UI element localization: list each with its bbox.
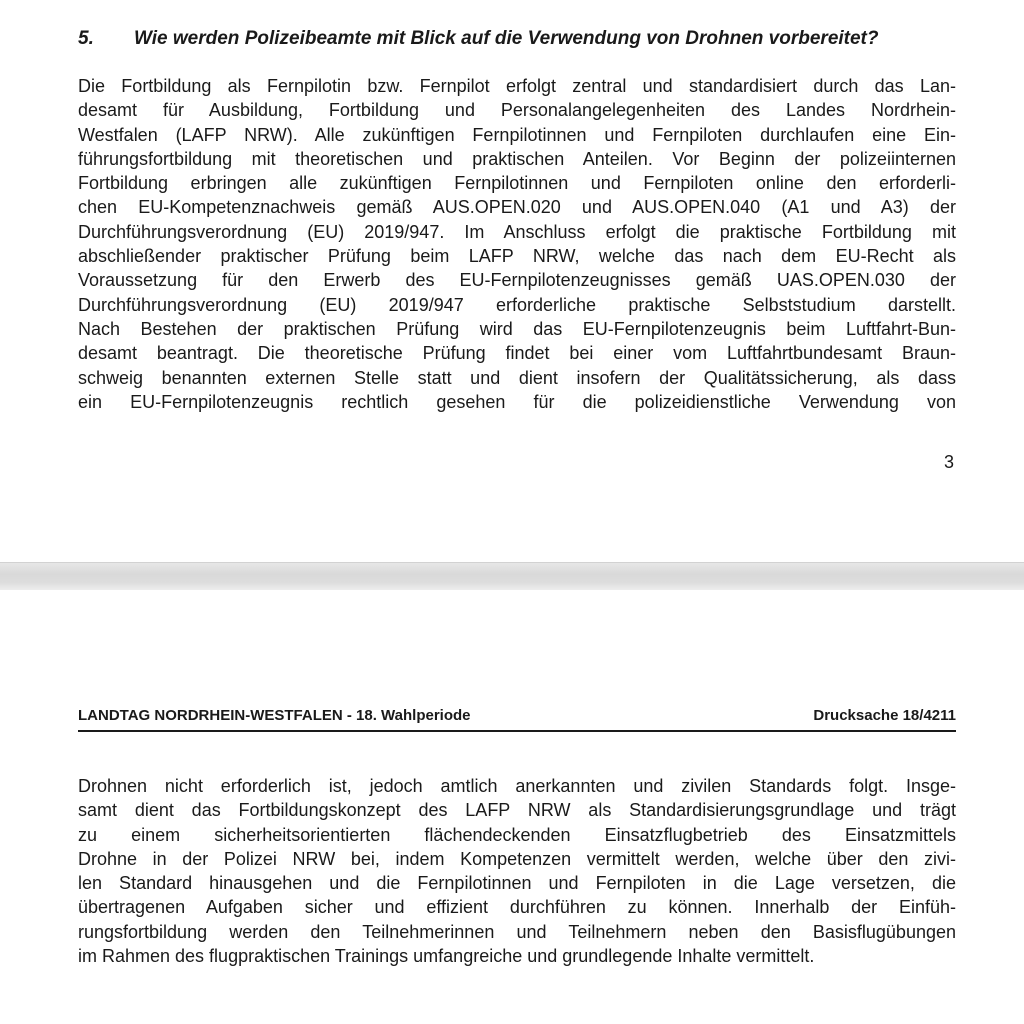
document-page-4 [0, 590, 1024, 1024]
question-heading [78, 27, 958, 51]
running-header [78, 706, 956, 732]
paragraph-line: zu einem sicherheitsorientierten flächendeckenden Einsatzflugbetrieb des Einsatzmittels [78, 824, 956, 845]
answer-paragraph-continued [78, 774, 956, 968]
paragraph-line: übertragenen Aufgaben sicher und effizient durchführen zu können. Innerhalb der Einfüh- [78, 897, 956, 918]
paragraph-line: abschließender praktischer Prüfung beim LAFP NRW, welche das nach dem EU-Recht als [78, 246, 956, 267]
paragraph-line: Drohne in der Polizei NRW bei, indem Kompetenzen vermittelt werden, welche über den zivi- [78, 848, 956, 869]
paragraph-line: Fortbildung erbringen alle zukünftigen Fernpilotinnen und Fernpiloten online den erforderli- [78, 173, 956, 194]
paragraph-line: ein EU-Fernpilotenzeugnis rechtlich gesehen für die polizeidienstliche Verwendung von [78, 391, 956, 412]
paragraph-line: Die Fortbildung als Fernpilotin bzw. Fernpilot erfolgt zentral und standardisiert durch das Lan- [78, 76, 956, 96]
header-document-number: Drucksache 18/4211 [813, 707, 956, 724]
paragraph-line: im Rahmen des flugpraktischen Trainings umfangreiche und grundlegende Inhalte vermittelt. [78, 946, 815, 967]
paragraph-line: desamt für Ausbildung, Fortbildung und Personalangelegenheiten des Landes Nordrhein- [78, 100, 956, 121]
paragraph-line: chen EU-Kompetenznachweis gemäß AUS.OPEN.020 und AUS.OPEN.040 (A1 und A3) der [78, 197, 956, 218]
page-separator [0, 562, 1024, 592]
paragraph-line: Drohnen nicht erforderlich ist, jedoch amtlich anerkannten und zivilen Standards folgt. Insge- [78, 776, 956, 796]
page-number: 3 [943, 452, 954, 472]
paragraph-line: Voraussetzung für den Erwerb des EU-Fernpilotenzeugnisses gemäß UAS.OPEN.030 der [78, 270, 956, 291]
paragraph-line: len Standard hinausgehen und die Fernpilotinnen und Fernpiloten in die Lage versetzen, die [78, 873, 956, 894]
paragraph-line: Durchführungsverordnung (EU) 2019/947. Im Anschluss erfolgt die praktische Fortbildung mit [78, 221, 956, 242]
question-text: Wie werden Polizeibeamte mit Blick auf die Verwendung von Drohnen vorbereitet? [134, 28, 879, 49]
paragraph-line: Durchführungsverordnung (EU) 2019/947 erforderliche praktische Selbststudium darstellt. [78, 294, 956, 315]
paragraph-line: Nach Bestehen der praktischen Prüfung wird das EU-Fernpilotenzeugnis beim Luftfahrt-Bun- [78, 318, 956, 339]
paragraph-line: führungsfortbildung mit theoretischen und praktischen Anteilen. Vor Beginn der polizeiinternen [78, 148, 956, 169]
paragraph-line: desamt beantragt. Die theoretische Prüfung findet bei einer vom Luftfahrtbundesamt Braun- [78, 343, 956, 364]
paragraph-line: schweig benannten externen Stelle statt und dient insofern der Qualitätssicherung, als dass [78, 367, 956, 388]
answer-paragraph [78, 74, 956, 414]
paragraph-line: Westfalen (LAFP NRW). Alle zukünftigen Fernpilotinnen und Fernpiloten durchlaufen eine Ein- [78, 124, 956, 145]
paragraph-line: rungsfortbildung werden den Teilnehmerinnen und Teilnehmern neben den Basisflugübungen [78, 921, 956, 942]
paragraph-line: samt dient das Fortbildungskonzept des LAFP NRW als Standardisierungsgrundlage und trägt [78, 800, 956, 821]
question-number: 5. [78, 28, 94, 49]
header-parliament: LANDTAG NORDRHEIN-WESTFALEN - 18. Wahlperiode [78, 707, 471, 724]
